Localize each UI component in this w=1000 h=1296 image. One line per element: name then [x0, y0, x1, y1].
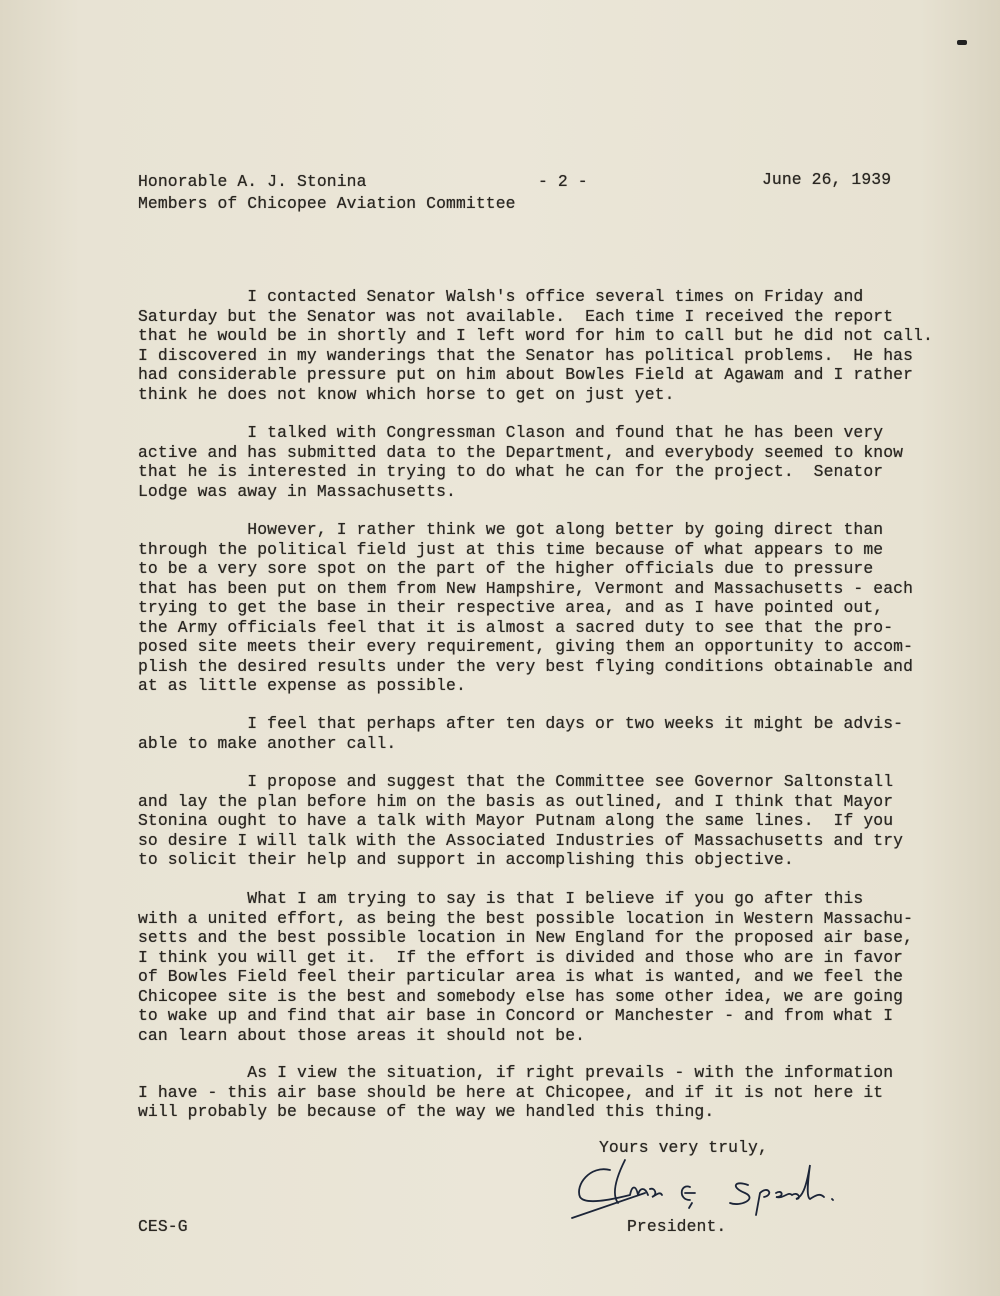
addressee-line-2: Members of Chicopee Aviation Committee	[138, 194, 516, 213]
text-line: able to make another call.	[138, 733, 397, 753]
text-line: plish the desired results under the very best flying conditions obtainable and	[138, 656, 914, 676]
paragraph	[138, 423, 903, 501]
paragraph	[138, 772, 903, 870]
text-line: As I view the situation, if right prevails - with the information	[138, 1063, 894, 1082]
text-line: so desire I will talk with the Associated Industries of Massachusetts and try	[138, 830, 904, 850]
paragraph	[138, 889, 913, 1045]
text-line: with a united effort, as being the best possible location in Western Massachu-	[138, 908, 914, 928]
text-line: I propose and suggest that the Committee see Governor Saltonstall	[138, 772, 894, 791]
text-line: that he would be in shortly and I left word for him to call but he did not call.	[138, 326, 933, 345]
text-line: that he is interested in trying to do what he can for the project. Senator	[138, 462, 884, 481]
text-line: active and has submitted data to the Department, and everybody seemed to know	[138, 442, 904, 462]
text-line: Stonina ought to have a talk with Mayor Putnam along the same lines. If you	[138, 811, 894, 830]
text-line: setts and the best possible location in New England for the proposed air base,	[138, 928, 914, 947]
text-line: I discovered in my wanderings that the Senator has political problems. He has	[138, 345, 914, 365]
text-line: to solicit their help and support in accomplishing this objective.	[138, 850, 794, 869]
paragraph	[138, 520, 913, 696]
text-line: I think you will get it. If the effort is divided and those who are in favor	[138, 947, 904, 967]
text-line: I contacted Senator Walsh's office several times on Friday and	[138, 287, 864, 306]
text-line: However, I rather think we got along better by going direct than	[138, 520, 884, 539]
text-line: at as little expense as possible.	[138, 676, 466, 695]
text-line: Saturday but the Senator was not available. Each time I received the report	[138, 306, 894, 326]
punch-mark	[957, 40, 967, 45]
text-line: had considerable pressure put on him about Bowles Field at Agawam and I rather	[138, 365, 914, 384]
paragraph	[138, 287, 933, 404]
text-line: Chicopee site is the best and somebody else has some other idea, we are going	[138, 986, 904, 1006]
signature	[570, 1155, 910, 1225]
text-line: trying to get the base in their respective area, and as I have pointed out,	[138, 598, 884, 617]
text-line: to wake up and find that air base in Concord or Manchester - and from what I	[138, 1006, 894, 1025]
text-line: Lodge was away in Massachusetts.	[138, 481, 456, 501]
text-line: I talked with Congressman Clason and found that he has been very	[138, 423, 884, 442]
text-line: I feel that perhaps after ten days or two weeks it might be advis-	[138, 714, 904, 733]
text-line: that has been put on them from New Hampshire, Vermont and Massachusetts - each	[138, 578, 914, 598]
page-number: - 2 -	[538, 172, 588, 191]
text-line: What I am trying to say is that I believe if you go after this	[138, 889, 864, 908]
valediction: Yours very truly,	[599, 1138, 768, 1157]
letter-date: June 26, 1939	[762, 170, 892, 189]
text-line: the Army officials feel that it is almost a sacred duty to see that the pro-	[138, 617, 894, 637]
text-line: of Bowles Field feel their particular area is what is wanted, and we feel the	[138, 967, 904, 986]
text-line: and lay the plan before him on the basis as outlined, and I think that Mayor	[138, 791, 894, 811]
paragraph	[138, 714, 903, 753]
paragraph	[138, 1063, 893, 1122]
text-line: through the political field just at this time because of what appears to me	[138, 539, 884, 559]
signer-title: President.	[627, 1217, 727, 1236]
text-line: to be a very sore spot on the part of the higher officials due to pressure	[138, 559, 874, 578]
text-line: think he does not know which horse to get on just yet.	[138, 384, 675, 404]
text-line: I have - this air base should be here at Chicopee, and if it is not here it	[138, 1082, 884, 1102]
typist-initials: CES-G	[138, 1217, 188, 1236]
text-line: will probably be because of the way we handled this thing.	[138, 1102, 715, 1121]
text-line: can learn about those areas it should not be.	[138, 1025, 586, 1045]
addressee-line-1: Honorable A. J. Stonina	[138, 172, 367, 191]
text-line: posed site meets their every requirement, giving them an opportunity to accom-	[138, 637, 914, 656]
